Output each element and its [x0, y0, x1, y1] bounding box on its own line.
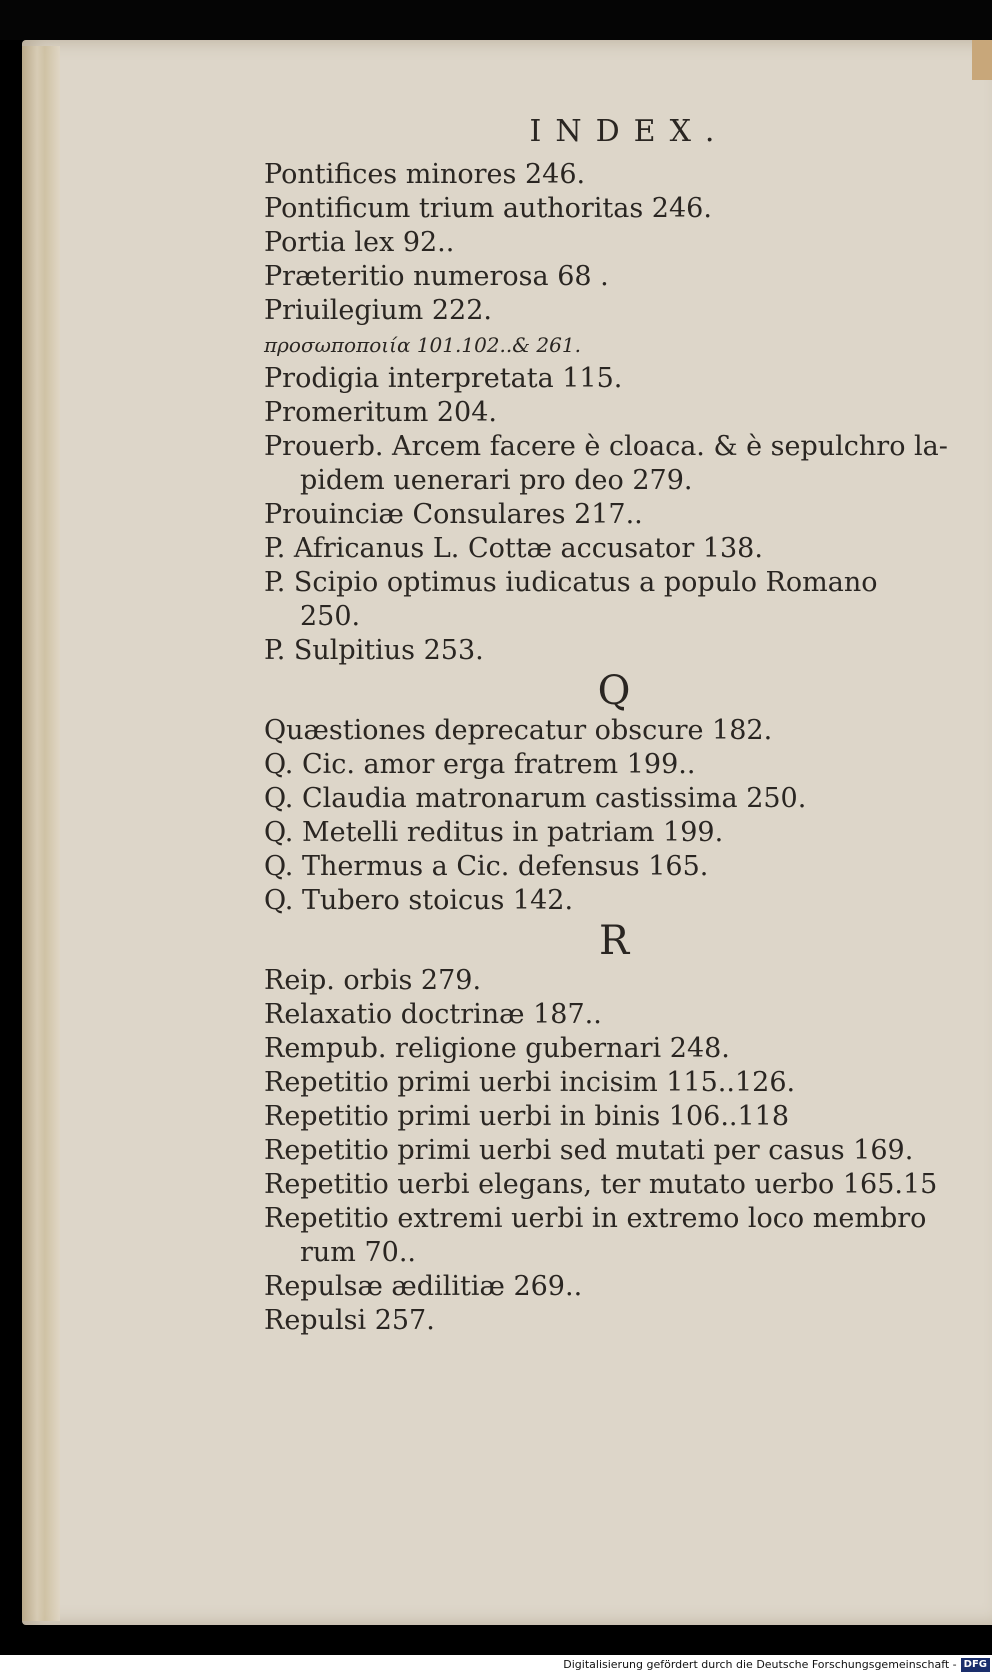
- footer-text: Digitalisierung gefördert durch die Deutsche Forschungsgemeinschaft -: [563, 1658, 957, 1671]
- index-entry: Prouerb. Arcem facere è cloaca. & è sepulchro la-: [264, 431, 948, 462]
- index-entry: Relaxatio doctrinæ 187..: [264, 999, 602, 1030]
- page-gutter-edge: [22, 46, 60, 1621]
- index-sections: [264, 158, 948, 1338]
- index-entry: Pontificum trium authoritas 246.: [264, 193, 712, 224]
- index-entry: Pontifices minores 246.: [264, 159, 586, 190]
- index-entry: Prouinciæ Consulares 217..: [264, 499, 643, 530]
- index-entry: Q. Metelli reditus in patriam 199.: [264, 817, 724, 848]
- index-entry: Repetitio primi uerbi incisim 115..126.: [264, 1067, 796, 1098]
- index-content: [264, 110, 948, 1338]
- index-entry: P. Sulpitius 253.: [264, 635, 484, 666]
- index-entry: Repetitio primi uerbi sed mutati per casus 169.: [264, 1135, 914, 1166]
- index-entry: Promeritum 204.: [264, 397, 497, 428]
- index-entry: Repetitio extremi uerbi in extremo loco membro: [264, 1203, 927, 1234]
- section-letter-q: Q: [597, 668, 631, 714]
- index-entry: Q. Claudia matronarum castissima 250.: [264, 783, 807, 814]
- index-entry: Repulsæ ædilitiæ 269..: [264, 1271, 583, 1302]
- index-entry: P. Africanus L. Cottæ accusator 138.: [264, 533, 763, 564]
- index-entry: Q. Thermus a Cic. defensus 165.: [264, 851, 709, 882]
- index-entry-continuation: pidem uenerari pro deo 279.: [300, 465, 693, 496]
- index-entry-continuation: 250.: [300, 601, 361, 632]
- index-entry: Prodigia interpretata 115.: [264, 363, 623, 394]
- digitization-footer: [0, 1655, 992, 1675]
- index-entry: Repetitio primi uerbi in binis 106..118: [264, 1101, 790, 1132]
- scan-right-border: [992, 0, 1000, 1675]
- index-entry: Priuilegium 222.: [264, 295, 492, 326]
- index-entry: Præteritio numerosa 68 .: [264, 261, 609, 292]
- index-entry: Reip. orbis 279.: [264, 965, 482, 996]
- dfg-logo: DFG: [961, 1658, 990, 1672]
- index-entry: Portia lex 92..: [264, 227, 455, 258]
- index-entry: προσωποποιία 101.102..& 261.: [264, 333, 581, 357]
- page-corner: [972, 40, 992, 80]
- index-entry: Quæstiones deprecatur obscure 182.: [264, 715, 773, 746]
- index-entry: Q. Cic. amor erga fratrem 199..: [264, 749, 696, 780]
- index-entry: Rempub. religione gubernari 248.: [264, 1033, 730, 1064]
- index-entry: Q. Tubero stoicus 142.: [264, 885, 574, 916]
- index-entry: Repulsi 257.: [264, 1305, 435, 1336]
- scan-top-border: [0, 0, 1000, 40]
- page-heading: INDEX.: [529, 114, 729, 149]
- section-letter-r: R: [598, 918, 630, 964]
- index-entry: P. Scipio optimus iudicatus a populo Romano: [264, 567, 878, 598]
- index-entry: Repetitio uerbi elegans, ter mutato uerbo 165.15: [264, 1169, 938, 1200]
- index-entry-continuation: rum 70..: [300, 1237, 417, 1268]
